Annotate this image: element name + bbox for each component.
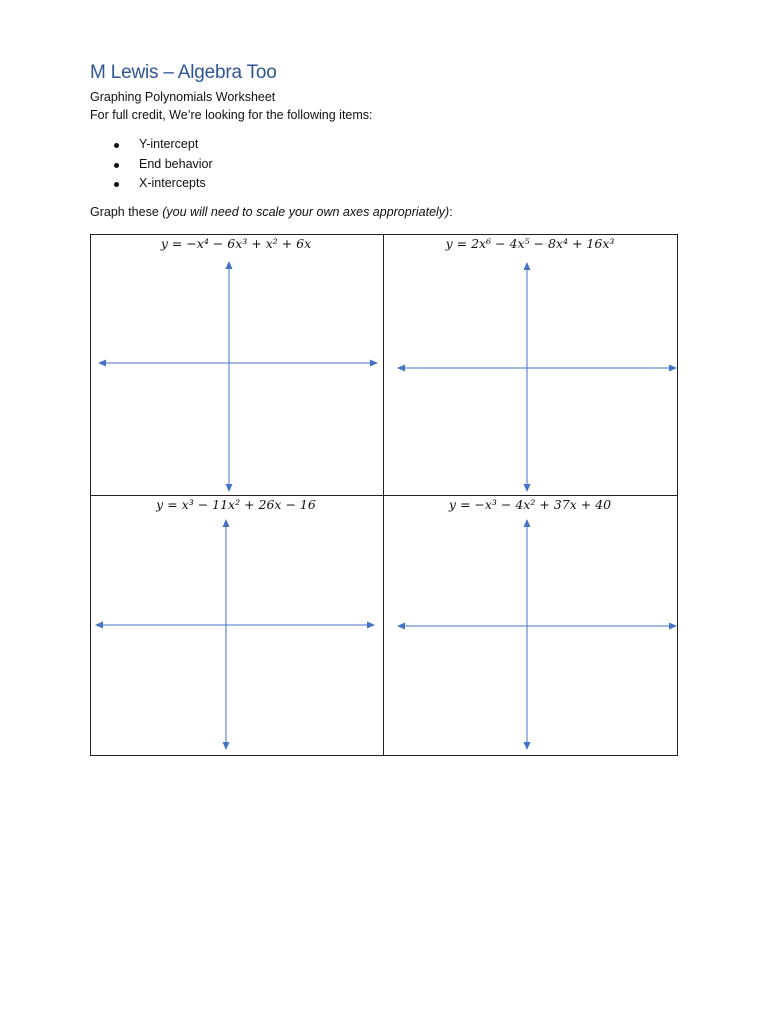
instruction-note: (you will need to scale your own axes appropriately)	[162, 205, 450, 219]
x-axis-left-arrow-icon	[397, 365, 405, 372]
page-title: M Lewis – Algebra Too	[90, 62, 277, 83]
list-item-label: End behavior	[139, 156, 213, 171]
axes-panel-1	[98, 261, 378, 492]
list-item-label: X-intercepts	[139, 176, 206, 190]
equation-4: y = −x³ − 4x² + 37x + 40	[448, 497, 612, 512]
x-axis-right-arrow-icon	[370, 360, 378, 367]
equation-3: y = x³ − 11x² + 26x − 16	[156, 497, 316, 512]
y-axis-up-arrow-icon	[223, 519, 230, 527]
y-axis-up-arrow-icon	[524, 519, 531, 527]
instruction-lead: Graph these	[90, 205, 163, 219]
x-axis-left-arrow-icon	[397, 623, 405, 630]
equation-1: y = −x⁴ − 6x³ + x² + 6x	[160, 236, 312, 251]
y-axis-down-arrow-icon	[223, 742, 230, 750]
axes-panel-3	[95, 519, 375, 750]
instruction-trail: :	[449, 205, 453, 219]
x-axis-right-arrow-icon	[669, 623, 677, 630]
y-axis-up-arrow-icon	[226, 261, 233, 269]
y-axis-up-arrow-icon	[524, 262, 531, 270]
x-axis-left-arrow-icon	[98, 360, 106, 367]
credit-intro: For full credit, We’re looking for the following items:	[90, 108, 373, 122]
worksheet-subtitle: Graphing Polynomials Worksheet	[90, 90, 276, 104]
equation-2: y = 2x⁶ − 4x⁵ − 8x⁴ + 16x³	[445, 236, 615, 251]
x-axis-left-arrow-icon	[95, 622, 103, 629]
y-axis-down-arrow-icon	[226, 484, 233, 492]
y-axis-down-arrow-icon	[524, 742, 531, 750]
y-axis-down-arrow-icon	[524, 484, 531, 492]
x-axis-right-arrow-icon	[367, 622, 375, 629]
x-axis-right-arrow-icon	[669, 365, 677, 372]
list-item-label: Y-intercept	[139, 137, 199, 151]
axes-panel-2	[397, 262, 677, 492]
axes-panel-4	[397, 519, 677, 750]
